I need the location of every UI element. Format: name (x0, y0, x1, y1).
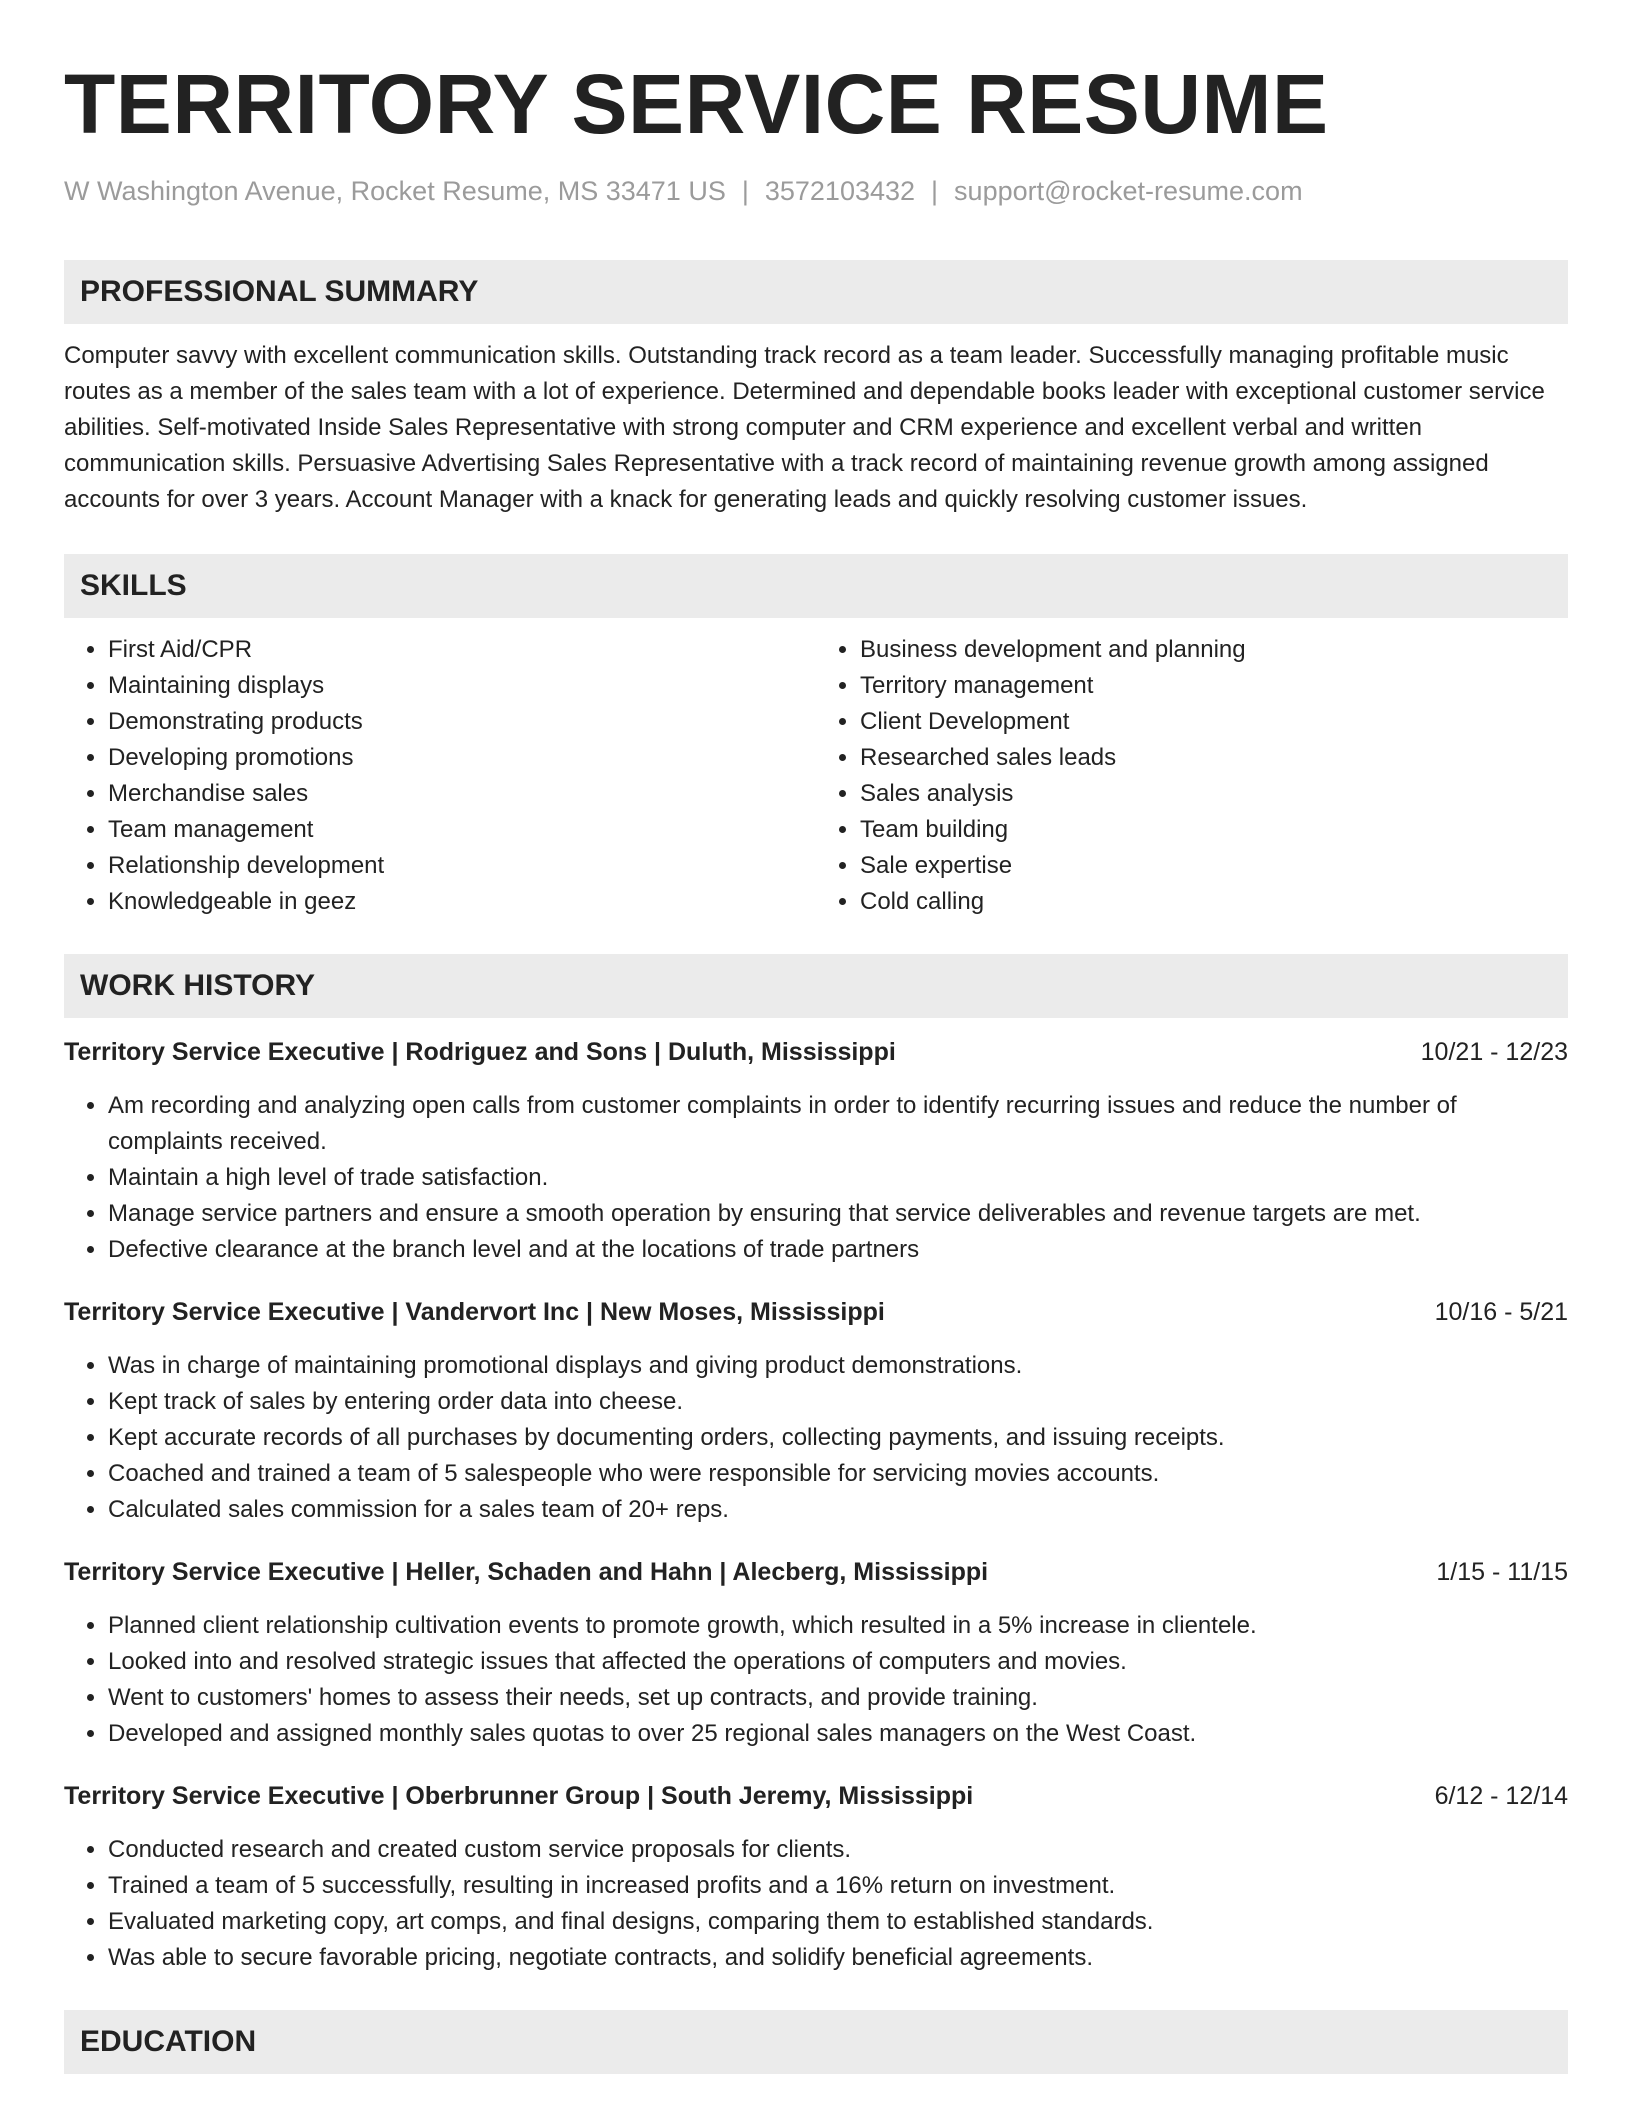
job-header (64, 1294, 1568, 1330)
skill-item: • Business development and planning (860, 632, 1568, 668)
job-bullet: • Kept track of sales by entering order data into cheese. (108, 1384, 1568, 1420)
skill-item: • Client Development (860, 704, 1568, 740)
skills-column-left (64, 632, 816, 920)
job-dates: 1/15 - 11/15 (1436, 1558, 1568, 1586)
contact-separator: | (931, 176, 939, 206)
skills-list (64, 632, 1568, 920)
job-bullet: • Calculated sales commission for a sales team of 20+ reps. (108, 1492, 1568, 1528)
skill-item: • Demonstrating products (108, 704, 816, 740)
job-title: Territory Service Executive | Rodriguez and Sons | Duluth, Mississippi (64, 1038, 896, 1066)
job-bullet: • Went to customers' homes to assess their needs, set up contracts, and provide training. (108, 1680, 1568, 1716)
skill-item: • Territory management (860, 668, 1568, 704)
job-bullet: • Looked into and resolved strategic issues that affected the operations of computers and movies. (108, 1644, 1568, 1680)
skill-item: • First Aid/CPR (108, 632, 816, 668)
skill-item: • Developing promotions (108, 740, 816, 776)
job-bullet: • Evaluated marketing copy, art comps, and final designs, comparing them to established standards. (108, 1904, 1568, 1940)
contact-email: support@rocket-resume.com (954, 176, 1303, 206)
skill-item: • Maintaining displays (108, 668, 816, 704)
skills-heading: SKILLS (64, 554, 1568, 618)
job-bullet: • Coached and trained a team of 5 salespeople who were responsible for servicing movies accounts. (108, 1456, 1568, 1492)
job-bullet: • Kept accurate records of all purchases by documenting orders, collecting payments, and issuing receipts. (108, 1420, 1568, 1456)
summary-text: Computer savvy with excellent communication skills. Outstanding track record as a team leader. Successfully managing profitable music routes as a member of the sales team with a lot of experience. Determined and dependable books leader with exceptional customer service abilities. Self-motivated Inside Sales Representative with strong computer and CRM experience and excellent verbal and written communication skills. Persuasive Advertising Sales Representative with a track record of maintaining revenue growth among assigned accounts for over 3 years. Account Manager with a knack for generating leads and quickly resolving customer issues. (64, 342, 1545, 513)
job-bullet: • Was in charge of maintaining promotional displays and giving product demonstrations. (108, 1348, 1568, 1384)
contact-phone: 3572103432 (764, 176, 916, 206)
work-history-heading: WORK HISTORY (64, 954, 1568, 1018)
skill-item: • Team management (108, 812, 816, 848)
skill-item: • Researched sales leads (860, 740, 1568, 776)
skill-item: • Team building (860, 812, 1568, 848)
job-bullet: • Am recording and analyzing open calls from customer complaints in order to identify recurring issues and reduce the number of complaints received. (108, 1088, 1568, 1160)
resume-title: TERRITORY SERVICE RESUME (64, 57, 1329, 151)
job-bullets (64, 1348, 1568, 1528)
job-bullets (64, 1832, 1568, 1976)
job-entry (64, 1294, 1568, 1528)
job-entry (64, 1778, 1568, 1976)
skill-item: • Cold calling (860, 884, 1568, 920)
summary-heading: PROFESSIONAL SUMMARY (64, 260, 1568, 324)
job-header (64, 1778, 1568, 1814)
job-bullet: • Developed and assigned monthly sales quotas to over 25 regional sales managers on the West Coast. (108, 1716, 1568, 1752)
contact-line (64, 174, 1568, 208)
job-bullet: • Planned client relationship cultivation events to promote growth, which resulted in a 5% increase in clientele. (108, 1608, 1568, 1644)
job-header (64, 1034, 1568, 1070)
job-bullet: • Manage service partners and ensure a smooth operation by ensuring that service deliverables and revenue targets are met. (108, 1196, 1568, 1232)
job-bullet: • Maintain a high level of trade satisfaction. (108, 1160, 1568, 1196)
job-bullets (64, 1608, 1568, 1752)
contact-address: W Washington Avenue, Rocket Resume, MS 33471 US (64, 176, 726, 206)
job-title: Territory Service Executive | Vandervort Inc | New Moses, Mississippi (64, 1298, 885, 1326)
contact-separator: | (741, 176, 749, 206)
skill-item: • Sales analysis (860, 776, 1568, 812)
job-dates: 10/21 - 12/23 (1420, 1038, 1568, 1066)
job-header (64, 1554, 1568, 1590)
skill-item: • Sale expertise (860, 848, 1568, 884)
job-title: Territory Service Executive | Oberbrunner Group | South Jeremy, Mississippi (64, 1782, 974, 1810)
education-heading: EDUCATION (64, 2010, 1568, 2074)
job-bullet: • Conducted research and created custom service proposals for clients. (108, 1832, 1568, 1868)
job-dates: 10/16 - 5/21 (1434, 1298, 1568, 1326)
job-bullet: • Defective clearance at the branch level and at the locations of trade partners (108, 1232, 1568, 1268)
job-entry (64, 1554, 1568, 1752)
job-bullet: • Trained a team of 5 successfully, resulting in increased profits and a 16% return on investment. (108, 1868, 1568, 1904)
job-bullet: • Was able to secure favorable pricing, negotiate contracts, and solidify beneficial agreements. (108, 1940, 1568, 1976)
skills-column-right (816, 632, 1568, 920)
job-bullets (64, 1088, 1568, 1268)
job-dates: 6/12 - 12/14 (1434, 1782, 1568, 1810)
job-entry (64, 1034, 1568, 1268)
skill-item: • Merchandise sales (108, 776, 816, 812)
skill-item: • Knowledgeable in geez (108, 884, 816, 920)
skill-item: • Relationship development (108, 848, 816, 884)
job-title: Territory Service Executive | Heller, Schaden and Hahn | Alecberg, Mississippi (64, 1558, 989, 1586)
